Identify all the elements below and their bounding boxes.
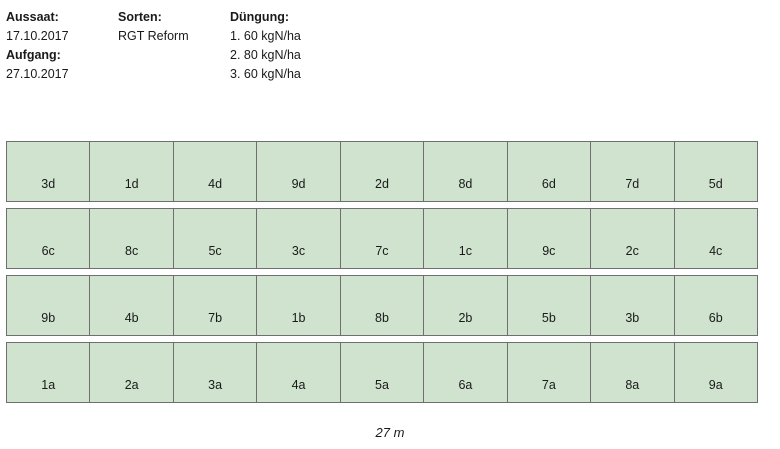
emergence-date: 27.10.2017: [6, 67, 69, 81]
plot-cell-label: 2c: [625, 244, 639, 258]
plot-layout-diagram: [6, 141, 758, 403]
plot-cell-label: 3c: [291, 244, 306, 258]
plot-cell: [590, 208, 674, 269]
fertilization-line-3: 3. 60 kgN/ha: [230, 67, 301, 81]
plot-cell-label: 6c: [41, 244, 55, 258]
header-column-sowing: [6, 8, 118, 84]
width-caption: 27 m: [375, 425, 405, 440]
plot-cell: [340, 141, 424, 202]
plot-cell-label: 8d: [458, 177, 473, 191]
plot-cell: [89, 275, 173, 336]
plot-row: [6, 141, 758, 202]
plot-cell-label: 8a: [625, 378, 640, 392]
plot-cell: [674, 141, 758, 202]
plot-cell-label: 8b: [375, 311, 389, 325]
plot-cell-label: 3a: [208, 378, 223, 392]
plot-cell: [89, 208, 173, 269]
plot-cell-label: 4a: [291, 378, 306, 392]
plot-row: [6, 342, 758, 403]
plot-cell-label: 9c: [542, 244, 556, 258]
plot-cell: [423, 342, 507, 403]
plot-cell: [507, 275, 591, 336]
plot-cell-label: 7c: [375, 244, 389, 258]
variety-label: Sorten:: [118, 10, 162, 24]
plot-cell-label: 5b: [541, 311, 556, 325]
plot-cell: [674, 275, 758, 336]
plot-cell-label: 9a: [708, 378, 723, 392]
plot-cell-label: 1a: [41, 378, 56, 392]
plot-cell: [256, 208, 340, 269]
plot-cell: [507, 342, 591, 403]
sowing-label: Aussaat:: [6, 10, 59, 24]
fertilization-label: Düngung:: [230, 10, 290, 24]
plot-cell: [340, 275, 424, 336]
plot-row: [6, 208, 758, 269]
plot-cell: [173, 275, 257, 336]
plot-cell: [590, 342, 674, 403]
plot-cell: [590, 141, 674, 202]
plot-cell: [674, 342, 758, 403]
plot-cell: [6, 342, 90, 403]
plot-cell: [256, 342, 340, 403]
plot-cell: [173, 208, 257, 269]
plot-cell: [89, 141, 173, 202]
plot-cell-label: 6a: [458, 378, 473, 392]
plot-cell-label: 5d: [708, 177, 723, 191]
plot-cell-label: 4d: [208, 177, 223, 191]
plot-cell-label: 2a: [124, 378, 139, 392]
plot-cell: [507, 208, 591, 269]
plot-cell-label: 2d: [375, 177, 389, 191]
plot-cell: [590, 275, 674, 336]
plot-cell: [6, 141, 90, 202]
header-column-variety: [118, 8, 230, 46]
plot-cell: [674, 208, 758, 269]
plot-cell-label: 5c: [208, 244, 222, 258]
plot-cell: [173, 141, 257, 202]
plot-cell: [423, 141, 507, 202]
plot-cell-label: 1c: [458, 244, 472, 258]
plot-cell-label: 5a: [375, 378, 389, 392]
plot-cell-label: 3b: [625, 311, 640, 325]
plot-cell-label: 1d: [124, 177, 139, 191]
plot-cell-label: 7a: [541, 378, 556, 392]
plot-cell-label: 4c: [709, 244, 723, 258]
plot-cell: [256, 275, 340, 336]
plot-cell-label: 6b: [708, 311, 723, 325]
fertilization-line-1: 1. 60 kgN/ha: [230, 29, 301, 43]
fertilization-line-2: 2. 80 kgN/ha: [230, 48, 301, 62]
plot-cell: [340, 342, 424, 403]
plot-cell: [6, 208, 90, 269]
plot-cell: [423, 208, 507, 269]
plot-cell: [256, 141, 340, 202]
sowing-date: 17.10.2017: [6, 29, 69, 43]
plot-cell-label: 8c: [125, 244, 139, 258]
plot-cell: [423, 275, 507, 336]
plot-cell: [6, 275, 90, 336]
variety-value: RGT Reform: [118, 29, 189, 43]
plot-cell-label: 7d: [625, 177, 640, 191]
header-column-fertilization: [230, 8, 430, 84]
plot-row: [6, 275, 758, 336]
plot-cell: [173, 342, 257, 403]
plot-cell: [89, 342, 173, 403]
plot-cell-label: 2b: [458, 311, 473, 325]
plot-cell: [507, 141, 591, 202]
field-trial-header: [6, 8, 766, 84]
plot-cell-label: 6d: [541, 177, 556, 191]
plot-cell-label: 1b: [291, 311, 306, 325]
plot-cell: [340, 208, 424, 269]
plot-cell-label: 3d: [41, 177, 56, 191]
plot-cell-label: 4b: [124, 311, 139, 325]
plot-cell-label: 7b: [208, 311, 223, 325]
plot-cell-label: 9d: [291, 177, 306, 191]
emergence-label: Aufgang:: [6, 48, 61, 62]
plot-cell-label: 9b: [41, 311, 56, 325]
